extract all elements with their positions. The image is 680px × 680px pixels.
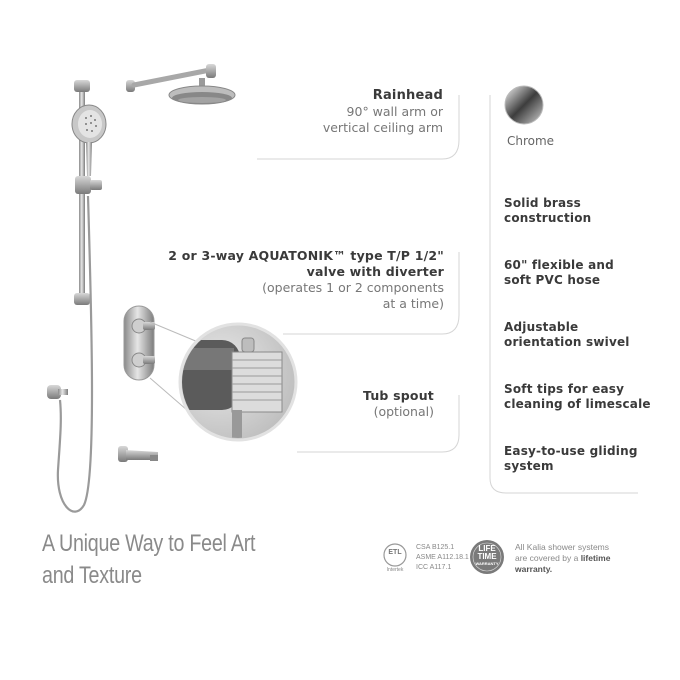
etl-mark-text <box>385 549 405 556</box>
spout-callout <box>363 388 434 420</box>
feature-item <box>504 320 654 350</box>
feature-line: 60" flexible and <box>504 258 614 272</box>
standard-item: ASME A112.18.1 <box>416 554 469 561</box>
rainhead-line1: 90° wall arm or <box>346 104 443 119</box>
rainhead-title: Rainhead <box>372 88 443 103</box>
feature-line: Adjustable <box>504 320 579 334</box>
tagline <box>42 528 255 592</box>
warranty-bold1: lifetime <box>580 553 611 563</box>
valve-title-line1: 2 or 3-way AQUATONIK™ type T/P 1/2" <box>168 248 444 263</box>
warranty-bold2: warranty. <box>515 564 553 574</box>
rainhead-line2: vertical ceiling arm <box>322 120 443 135</box>
feature-item <box>504 196 654 226</box>
chrome-finish-swatch <box>505 86 543 124</box>
feature-line: soft PVC hose <box>504 273 601 287</box>
etl-sub-text: Intertek <box>386 567 404 573</box>
hose <box>58 196 92 512</box>
valve-trim <box>124 306 155 380</box>
standard-item: CSA B125.1 <box>416 544 455 551</box>
warranty-line3 <box>515 564 635 575</box>
badge-line3: WARRANTY <box>475 561 499 566</box>
finish-label: Chrome <box>507 134 555 148</box>
valve-sub-line2: at a time) <box>382 296 444 311</box>
valve-callout <box>168 248 444 312</box>
standard-item: ICC A117.1 <box>416 564 452 571</box>
feature-item <box>504 444 654 474</box>
tagline-line1: A Unique Way to Feel Art <box>42 530 256 557</box>
spout-title: Tub spout <box>362 388 434 403</box>
feature-line: Easy-to-use gliding <box>504 444 638 458</box>
rainhead-assembly <box>126 64 235 104</box>
lifetime-badge-text <box>472 545 502 567</box>
etl-mark-label: ETL <box>388 549 402 556</box>
spout-sub: (optional) <box>373 404 434 419</box>
feature-line: orientation swivel <box>504 335 630 349</box>
standards-list <box>416 543 469 573</box>
tub-spout <box>118 446 158 462</box>
valve-detail-zoom <box>150 322 296 450</box>
feature-item <box>504 382 654 412</box>
badge-line1: LIFE <box>478 544 496 553</box>
warranty-line2 <box>515 553 635 564</box>
warranty-mid: are covered by a <box>515 553 581 563</box>
valve-sub-line1: (operates 1 or 2 components <box>262 280 444 295</box>
feature-line: Solid brass <box>504 196 581 210</box>
valve-title-line2: valve with diverter <box>306 264 444 279</box>
feature-line: construction <box>504 211 592 225</box>
warranty-line1: All Kalia shower systems <box>515 542 610 552</box>
feature-line: Soft tips for easy <box>504 382 625 396</box>
rainhead-callout <box>323 88 443 136</box>
badge-line2: TIME <box>477 552 497 561</box>
hand-shower <box>72 105 106 176</box>
warranty-note <box>515 542 635 575</box>
tagline-line2: and Texture <box>42 562 142 589</box>
feature-item <box>504 258 654 288</box>
feature-line: system <box>504 459 554 473</box>
wall-elbow <box>47 385 68 399</box>
feature-line: cleaning of limescale <box>504 397 651 411</box>
